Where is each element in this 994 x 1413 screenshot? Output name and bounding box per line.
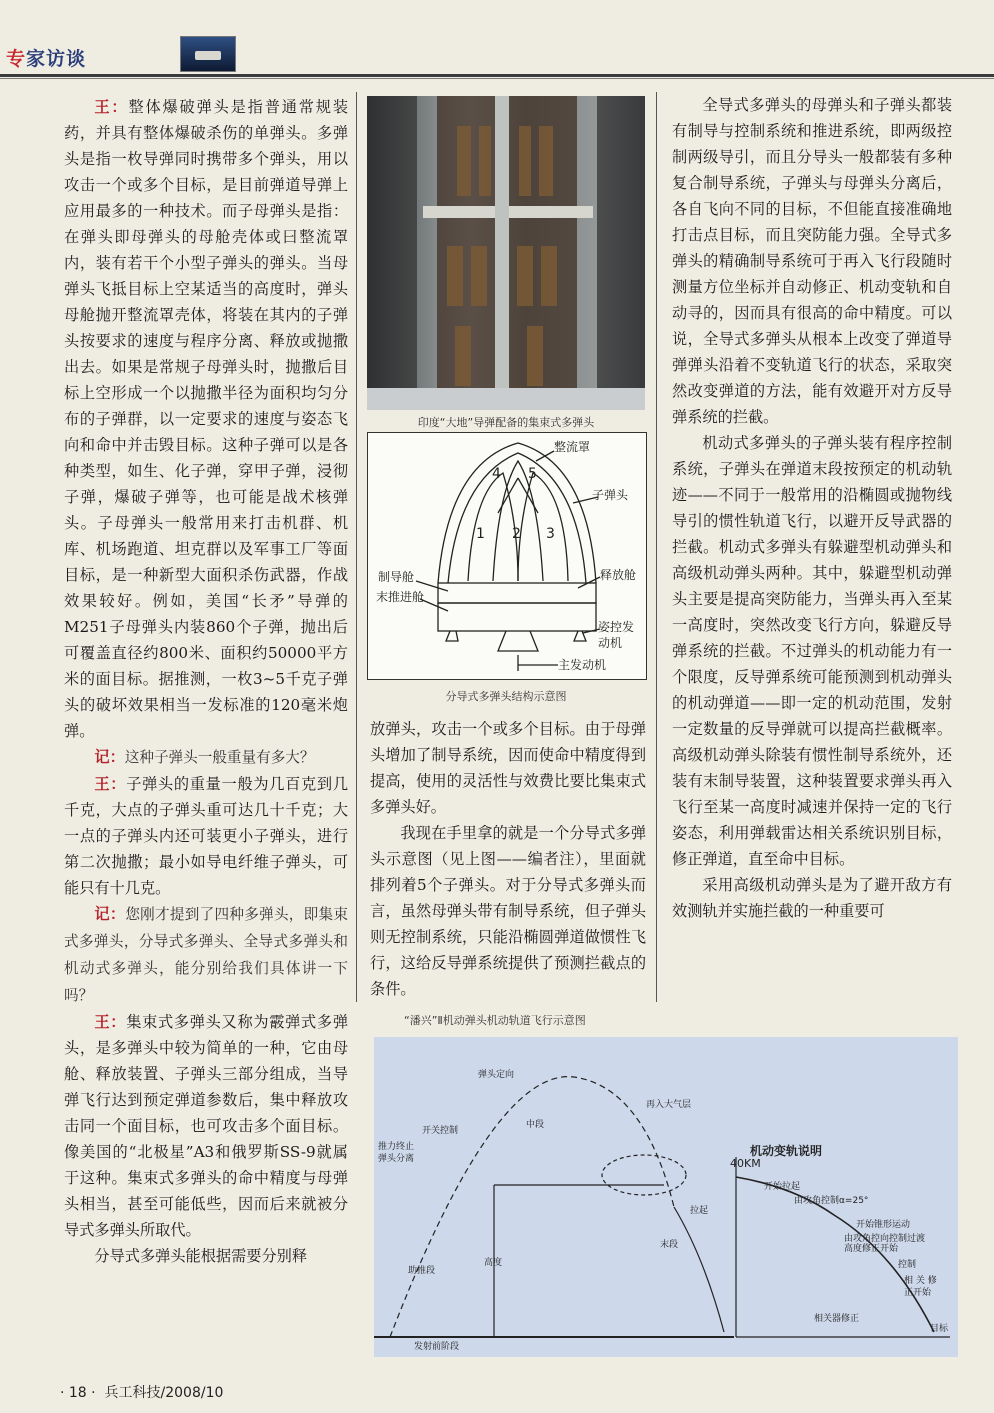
column-divider-1 xyxy=(356,92,357,1002)
legend-corr-1: 相 关 修 xyxy=(904,1276,937,1286)
column-2 xyxy=(370,716,646,1002)
legend-corr-2: 正开始 xyxy=(904,1288,932,1298)
mirv-structure-svg xyxy=(368,433,646,679)
header-rule-thin xyxy=(0,78,994,79)
label-n4: 4 xyxy=(492,466,501,482)
diagram-caption: 分导式多弹头结构示意图 xyxy=(445,690,567,703)
traj-label-height: 高度 xyxy=(484,1258,503,1268)
col3-para-2: 机动式多弹头的子弹头装有程序控制系统，子弹头在弹道末段按预定的机动轨迹——不同于一般常用的沿椭圆或抛物线导引的惯性轨道飞行，以避开反导武器的拦截。机动式多弹头有躲避型机动弹头和高级机动弹头两种。其中，躲避型机动弹头主要是提高突防能力，当弹头再入至某一高度时，突然改变飞行方向，躲避反导弹系统的拦截。不过弹头的机动能力有一个限度，反导弹系统可能预测到机动弹头的机动弹道——即一定的机动范围，发射一定数量的反导弹就可以提高拦截概率。高级机动弹头除装有惯性制导系统外，还装有末制导装置，这种装置要求弹头再入飞行至某一高度时减速并保持一定的飞行姿态，利用弹载雷达相关系统识别目标，修正弹道，直至命中目标。 xyxy=(672,434,952,868)
legend-alt: 40KM xyxy=(730,1157,761,1170)
para-1 xyxy=(64,94,348,744)
page-number: · 18 · xyxy=(60,1385,96,1401)
header-thumbnail xyxy=(180,36,236,72)
legend-cone: 开始锥形运动 xyxy=(856,1220,911,1230)
col2-para-1: 放弹头，攻击一个或多个目标。由于母弹头增加了制导系统，因而使命中精度得到提高，使用的灵活性与效费比要比集束式多弹头好。 xyxy=(370,720,646,816)
para-5 xyxy=(64,1009,348,1243)
para-3-text: 子弹头的重量一般为几百克到几千克，大点的子弹头重可达几十千克；大一点的子弹头内还可装更小子弹头，进行第二次抛撒；最小如导电纤维子弹头，可能只有十几克。 xyxy=(64,775,349,897)
para-1-text: 整体爆破弹头是指普通常规装药，并具有整体爆破杀伤的单弹头。多弹头是指一枚导弹同时携带多个弹头，用以攻击一个或多个目标，是目前弹道导弹上应用最多的一种技术。而子母弹头是指：在弹头即母弹头的母舱壳体或曰整流罩内，装有若干个小型子弹头的弹头。当母弹头飞抵目标上空某适当的高度时，弹头母舱抛开整流罩壳体，将装在其内的子弹头按要求的速度与程序分离、释放或抛撒出去。如果是常规子母弹头时，抛撒后目标上空形成一个以抛撒半径为面积均匀分布的子弹群，以一定要求的速度与姿态飞向和命中并击毁目标。这种子弹可以是各种类型，如生、化子弹，穿甲子弹，浸彻子弹，爆破子弹等，也可能是战术核弹头。子母弹头一般常用来打击机群、机库、机场跑道、坦克群以及军事工厂等面目标，是一种新型大面积杀伤武器，作战效果较好。例如，美国“长矛”导弹的M251子母弹头内装860个子弹，抛出后可覆盖直径约800米、面积约50000平方米的面目标。据推测，一枚3~5千克子弹头的破坏效果相当一发标准的120毫米炮弹。 xyxy=(64,98,349,740)
traj-label-pullup: 拉起 xyxy=(690,1206,709,1216)
trajectory-figure xyxy=(374,1037,958,1357)
trajectory-caption: “潘兴”Ⅱ机动弹头机动轨道飞行示意图 xyxy=(404,1014,586,1027)
traj-label-mid: 中段 xyxy=(526,1120,545,1130)
traj-label-terminal: 末段 xyxy=(660,1240,679,1250)
trajectory-svg xyxy=(374,1037,958,1357)
legend-title: 机动变轨说明 xyxy=(750,1144,823,1158)
col3-para-1: 全导式多弹头的母弹头和子弹头都装有制导与控制系统和推进系统，即两级控制两级导引，而且分导头一般都装有多种复合制导系统，子弹头与母弹头分离后，各自飞向不同的目标，不但能直接准确地打击点目标，而且突防能力强。全导式多弹头的精确制导系统可于再入飞行段随时测量方位坐标并自动修正、机动变轨和自动寻的，因而具有很高的命中精度。可以说，全导式多弹头从根本上改变了弹道导弹弹头沿着不变轨道飞行的状态，采取突然改变弹道的方法，能有效避开对方反导弹系统的拦截。 xyxy=(672,96,952,426)
para-3 xyxy=(64,771,348,901)
traj-label-reentry: 再入大气层 xyxy=(646,1100,692,1110)
legend-ctrl-2: 高度修正开始 xyxy=(844,1244,899,1254)
column-divider-2 xyxy=(656,92,657,1002)
para-4 xyxy=(64,901,348,1009)
speaker-wang: 王： xyxy=(94,1013,127,1031)
traj-label-prelaunch: 发射前阶段 xyxy=(414,1342,460,1352)
legend-ctrl-1: 由攻角控向控制过渡 xyxy=(844,1234,926,1244)
ballistic-arc xyxy=(390,1077,674,1337)
label-attitude-engine-2: 动机 xyxy=(598,636,623,650)
speaker-wang: 王： xyxy=(94,98,129,116)
photo-caption: 印度“大地”导弹配备的集束式多弹头 xyxy=(417,416,595,429)
legend-start-pull: 开始拉起 xyxy=(764,1182,801,1192)
label-n3: 3 xyxy=(546,526,555,542)
column-3 xyxy=(672,92,952,924)
para-2 xyxy=(64,744,348,771)
traj-label-thrust-1: 推力终止 xyxy=(378,1142,415,1152)
para-6-text: 分导式多弹头能根据需要分别释 xyxy=(94,1247,308,1265)
section-tag xyxy=(6,44,86,71)
warhead-photo-illustration xyxy=(367,96,645,410)
traj-label-boost: 助推段 xyxy=(408,1266,436,1276)
speaker-wang: 王： xyxy=(94,775,127,793)
journal-name: 兵工科技/2008/10 xyxy=(104,1385,224,1401)
warhead-photo xyxy=(367,96,645,410)
label-n2: 2 xyxy=(512,526,521,542)
traj-label-orient: 弹头定向 xyxy=(478,1070,515,1080)
speaker-reporter: 记： xyxy=(94,748,125,766)
label-main-engine: 主发动机 xyxy=(558,658,607,672)
label-release-cabin: 释放舱 xyxy=(600,568,637,582)
label-n1: 1 xyxy=(476,526,485,542)
label-terminal-propulsion: 末推进舱 xyxy=(376,590,425,604)
col2-para-2: 我现在手里拿的就是一个分导式多弹头示意图（见上图——编者注），里面就排列着5个子弹头。对于分导式多弹头而言，虽然母弹头带有制导系统，但子弹头则无控制系统，只能沿椭圆弹道做惯性飞行，这给反导弹系统提供了预测拦截点的条件。 xyxy=(370,824,646,998)
column-1 xyxy=(64,94,348,1269)
traj-label-thrust-2: 弹头分离 xyxy=(378,1154,415,1164)
para-6 xyxy=(64,1243,348,1269)
legend-control: 控制 xyxy=(898,1260,917,1270)
para-2-text: 这种子弹头一般重量有多大？ xyxy=(124,749,315,766)
traj-label-switch: 开关控制 xyxy=(422,1126,459,1136)
label-n5: 5 xyxy=(528,466,537,482)
para-4-text: 您刚才提到了四种多弹头，即集束式多弹头，分导式多弹头、全导式多弹头和机动式多弹头，能分别给我们具体讲一下吗？ xyxy=(64,906,348,1004)
mirv-structure-diagram xyxy=(367,432,647,680)
page-footer xyxy=(60,1382,223,1402)
label-guidance-cabin: 制导舱 xyxy=(378,570,415,584)
para-5-text: 集束式多弹头又称为霰弹式多弹头，是多弹头中较为简单的一种，它由母舱、释放装置、子弹头三部分组成，当导弹飞行达到预定弹道参数后，集中释放攻击同一个面目标，也可攻击多个面目标。像美国的“北极星”A3和俄罗斯SS-9就属于这种。集束式多弹头的命中精度与母弹头相当，甚至可能低些，因而后来就被分导式多弹头所取代。 xyxy=(64,1013,349,1239)
legend-aoa: 由攻角控制α=25° xyxy=(794,1196,869,1206)
label-fairing: 整流罩 xyxy=(554,440,591,454)
header-rule xyxy=(0,74,994,77)
section-tag-prefix: 专 xyxy=(6,48,27,70)
label-sub-warhead: 子弹头 xyxy=(592,488,629,502)
legend-target: 目标 xyxy=(930,1324,949,1334)
speaker-reporter: 记： xyxy=(94,905,126,923)
legend-corrector: 相关器修正 xyxy=(814,1314,860,1324)
label-attitude-engine-1: 姿控发 xyxy=(598,620,635,634)
section-tag-rest: 家访谈 xyxy=(26,48,87,70)
col3-para-3: 采用高级机动弹头是为了避开敌方有效测轨并实施拦截的一种重要可 xyxy=(672,876,952,920)
